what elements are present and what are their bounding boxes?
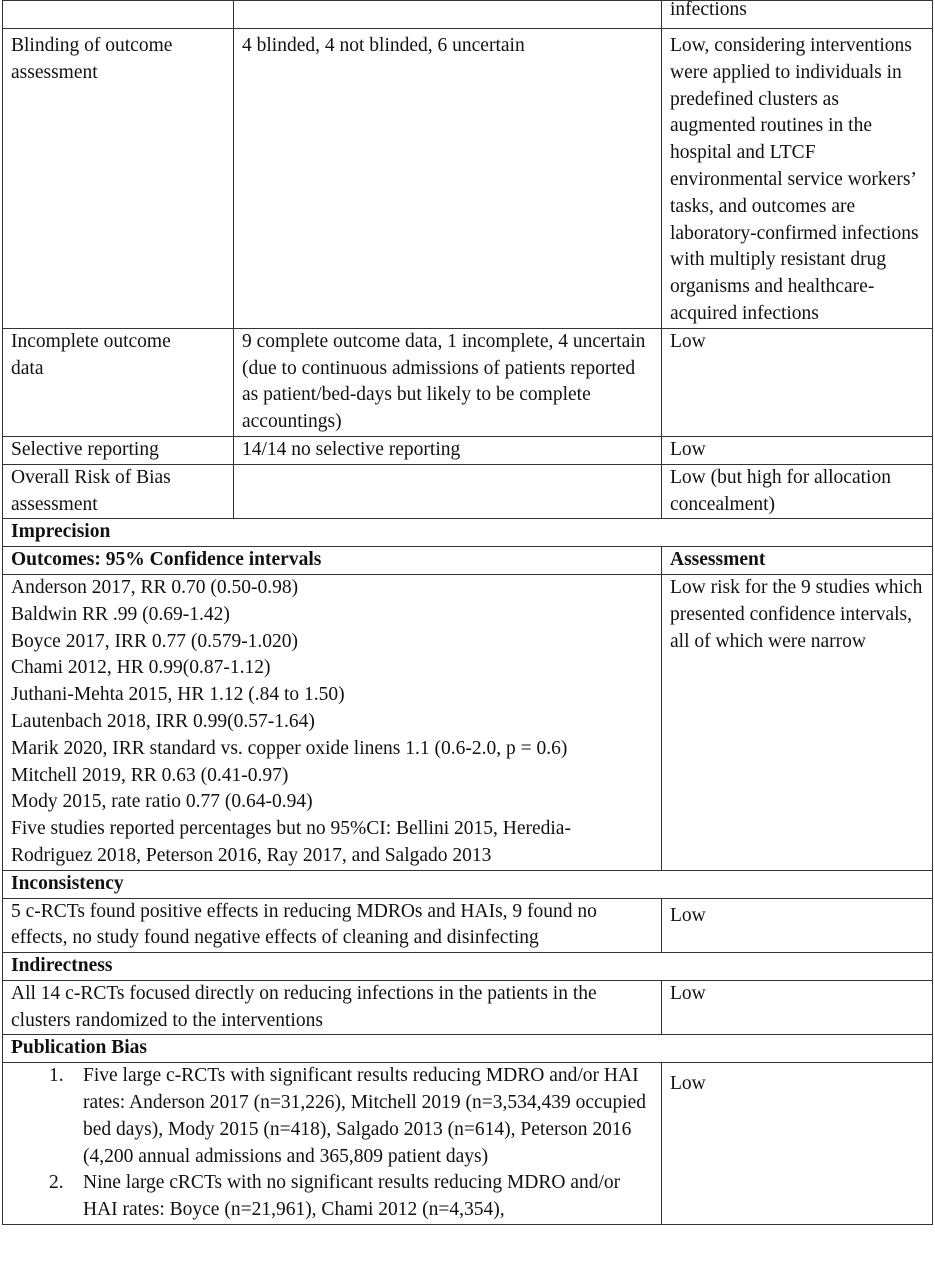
section-row-imprecision bbox=[3, 519, 933, 547]
rob-evidence bbox=[234, 464, 662, 519]
rob-evidence: 4 blinded, 4 not blinded, 6 uncertain bbox=[234, 29, 662, 329]
rob-evidence bbox=[234, 1, 662, 29]
publication-bias-rating: Low bbox=[662, 1063, 933, 1225]
ci-line: Mody 2015, rate ratio 0.77 (0.64-0.94) bbox=[11, 791, 313, 813]
rob-evidence: 14/14 no selective reporting bbox=[234, 436, 662, 464]
rob-domain: Overall Risk of Bias assessment bbox=[3, 464, 234, 519]
list-item bbox=[11, 1063, 651, 1170]
ci-line: Boyce 2017, IRR 0.77 (0.579-1.020) bbox=[11, 630, 299, 652]
rob-judgement: Low (but high for allocation concealment) bbox=[662, 464, 933, 519]
rob-row bbox=[3, 29, 933, 329]
list-item-number: 1. bbox=[49, 1065, 64, 1087]
rob-judgement: Low bbox=[662, 436, 933, 464]
publication-bias-list bbox=[3, 1063, 662, 1225]
rob-domain: Selective reporting bbox=[3, 436, 234, 464]
ci-line: Juthani-Mehta 2015, HR 1.12 (.84 to 1.50) bbox=[11, 684, 345, 706]
rob-domain: Incomplete outcome data bbox=[3, 328, 234, 436]
indirectness-row bbox=[3, 980, 933, 1035]
inconsistency-rating: Low bbox=[662, 898, 933, 953]
rob-domain: Blinding of outcome assessment bbox=[3, 29, 234, 329]
rob-evidence: 9 complete outcome data, 1 incomplete, 4 uncertain (due to continuous admissions of patients reported as patient/bed-days but likely to be complete accountings) bbox=[234, 328, 662, 436]
rob-judgement: infections bbox=[662, 0, 933, 25]
grade-evidence-table bbox=[2, 0, 933, 1225]
ci-line: Rodriguez 2018, Peterson 2016, Ray 2017, and Salgado 2013 bbox=[11, 844, 492, 866]
inconsistency-text: 5 c-RCTs found positive effects in reducing MDROs and HAIs, 9 found no effects, no study found negative effects of cleaning and disinfecting bbox=[3, 898, 662, 953]
ci-line: Baldwin RR .99 (0.69-1.42) bbox=[11, 603, 230, 625]
ci-line: Anderson 2017, RR 0.70 (0.50-0.98) bbox=[11, 576, 299, 598]
section-title-imprecision: Imprecision bbox=[3, 519, 933, 547]
ci-line: Lautenbach 2018, IRR 0.99(0.57-1.64) bbox=[11, 710, 315, 732]
imprecision-header-row bbox=[3, 547, 933, 575]
rob-row bbox=[3, 436, 933, 464]
section-title-publication-bias: Publication Bias bbox=[3, 1035, 933, 1063]
ci-line: Five studies reported percentages but no 95%CI: Bellini 2015, Heredia- bbox=[11, 818, 571, 840]
imprecision-body-row bbox=[3, 574, 933, 870]
rob-row bbox=[3, 464, 933, 519]
ci-line: Chami 2012, HR 0.99(0.87-1.12) bbox=[11, 657, 271, 679]
ci-line: Marik 2020, IRR standard vs. copper oxide linens 1.1 (0.6-2.0, p = 0.6) bbox=[11, 737, 568, 759]
inconsistency-row bbox=[3, 898, 933, 953]
list-item-number: 2. bbox=[49, 1172, 64, 1194]
rob-domain bbox=[3, 1, 234, 29]
confidence-interval-list bbox=[3, 574, 662, 870]
section-title-inconsistency: Inconsistency bbox=[3, 870, 933, 898]
rob-row bbox=[3, 328, 933, 436]
outcomes-header: Outcomes: 95% Confidence intervals bbox=[3, 547, 662, 575]
indirectness-text: All 14 c-RCTs focused directly on reducing infections in the patients in the clusters randomized to the interventions bbox=[3, 980, 662, 1035]
section-row-inconsistency bbox=[3, 870, 933, 898]
publication-bias-row bbox=[3, 1063, 933, 1225]
rob-row bbox=[3, 1, 933, 29]
imprecision-assessment: Low risk for the 9 studies which presented confidence intervals, all of which were narrow bbox=[662, 574, 933, 870]
list-item bbox=[11, 1170, 651, 1224]
assessment-header: Assessment bbox=[662, 547, 933, 575]
list-item-text: Five large c-RCTs with significant results reducing MDRO and/or HAI rates: Anderson 2017 (n=31,226), Mitchell 2019 (n=3,534,439 occupied bed days), Mody 2015 (n=418), Salgado 2013 (n=614), Peterson 2016 (4,200 annual admissions and 365,809 patient days) bbox=[83, 1065, 647, 1167]
indirectness-rating: Low bbox=[662, 980, 933, 1035]
rob-judgement: Low, considering interventions were applied to individuals in predefined clusters as augmented routines in the hospital and LTCF environmental service workers’ tasks, and outcomes are laboratory-confirmed infections with multiply resistant drug organisms and healthcare-acquired infections bbox=[662, 29, 933, 329]
ci-line: Mitchell 2019, RR 0.63 (0.41-0.97) bbox=[11, 764, 289, 786]
section-title-indirectness: Indirectness bbox=[3, 953, 933, 981]
list-item-text: Nine large cRCTs with no significant results reducing MDRO and/or HAI rates: Boyce (n=21,961), Chami 2012 (n=4,354), bbox=[83, 1172, 621, 1221]
section-row-publication-bias bbox=[3, 1035, 933, 1063]
rob-judgement: Low bbox=[662, 328, 933, 436]
section-row-indirectness bbox=[3, 953, 933, 981]
